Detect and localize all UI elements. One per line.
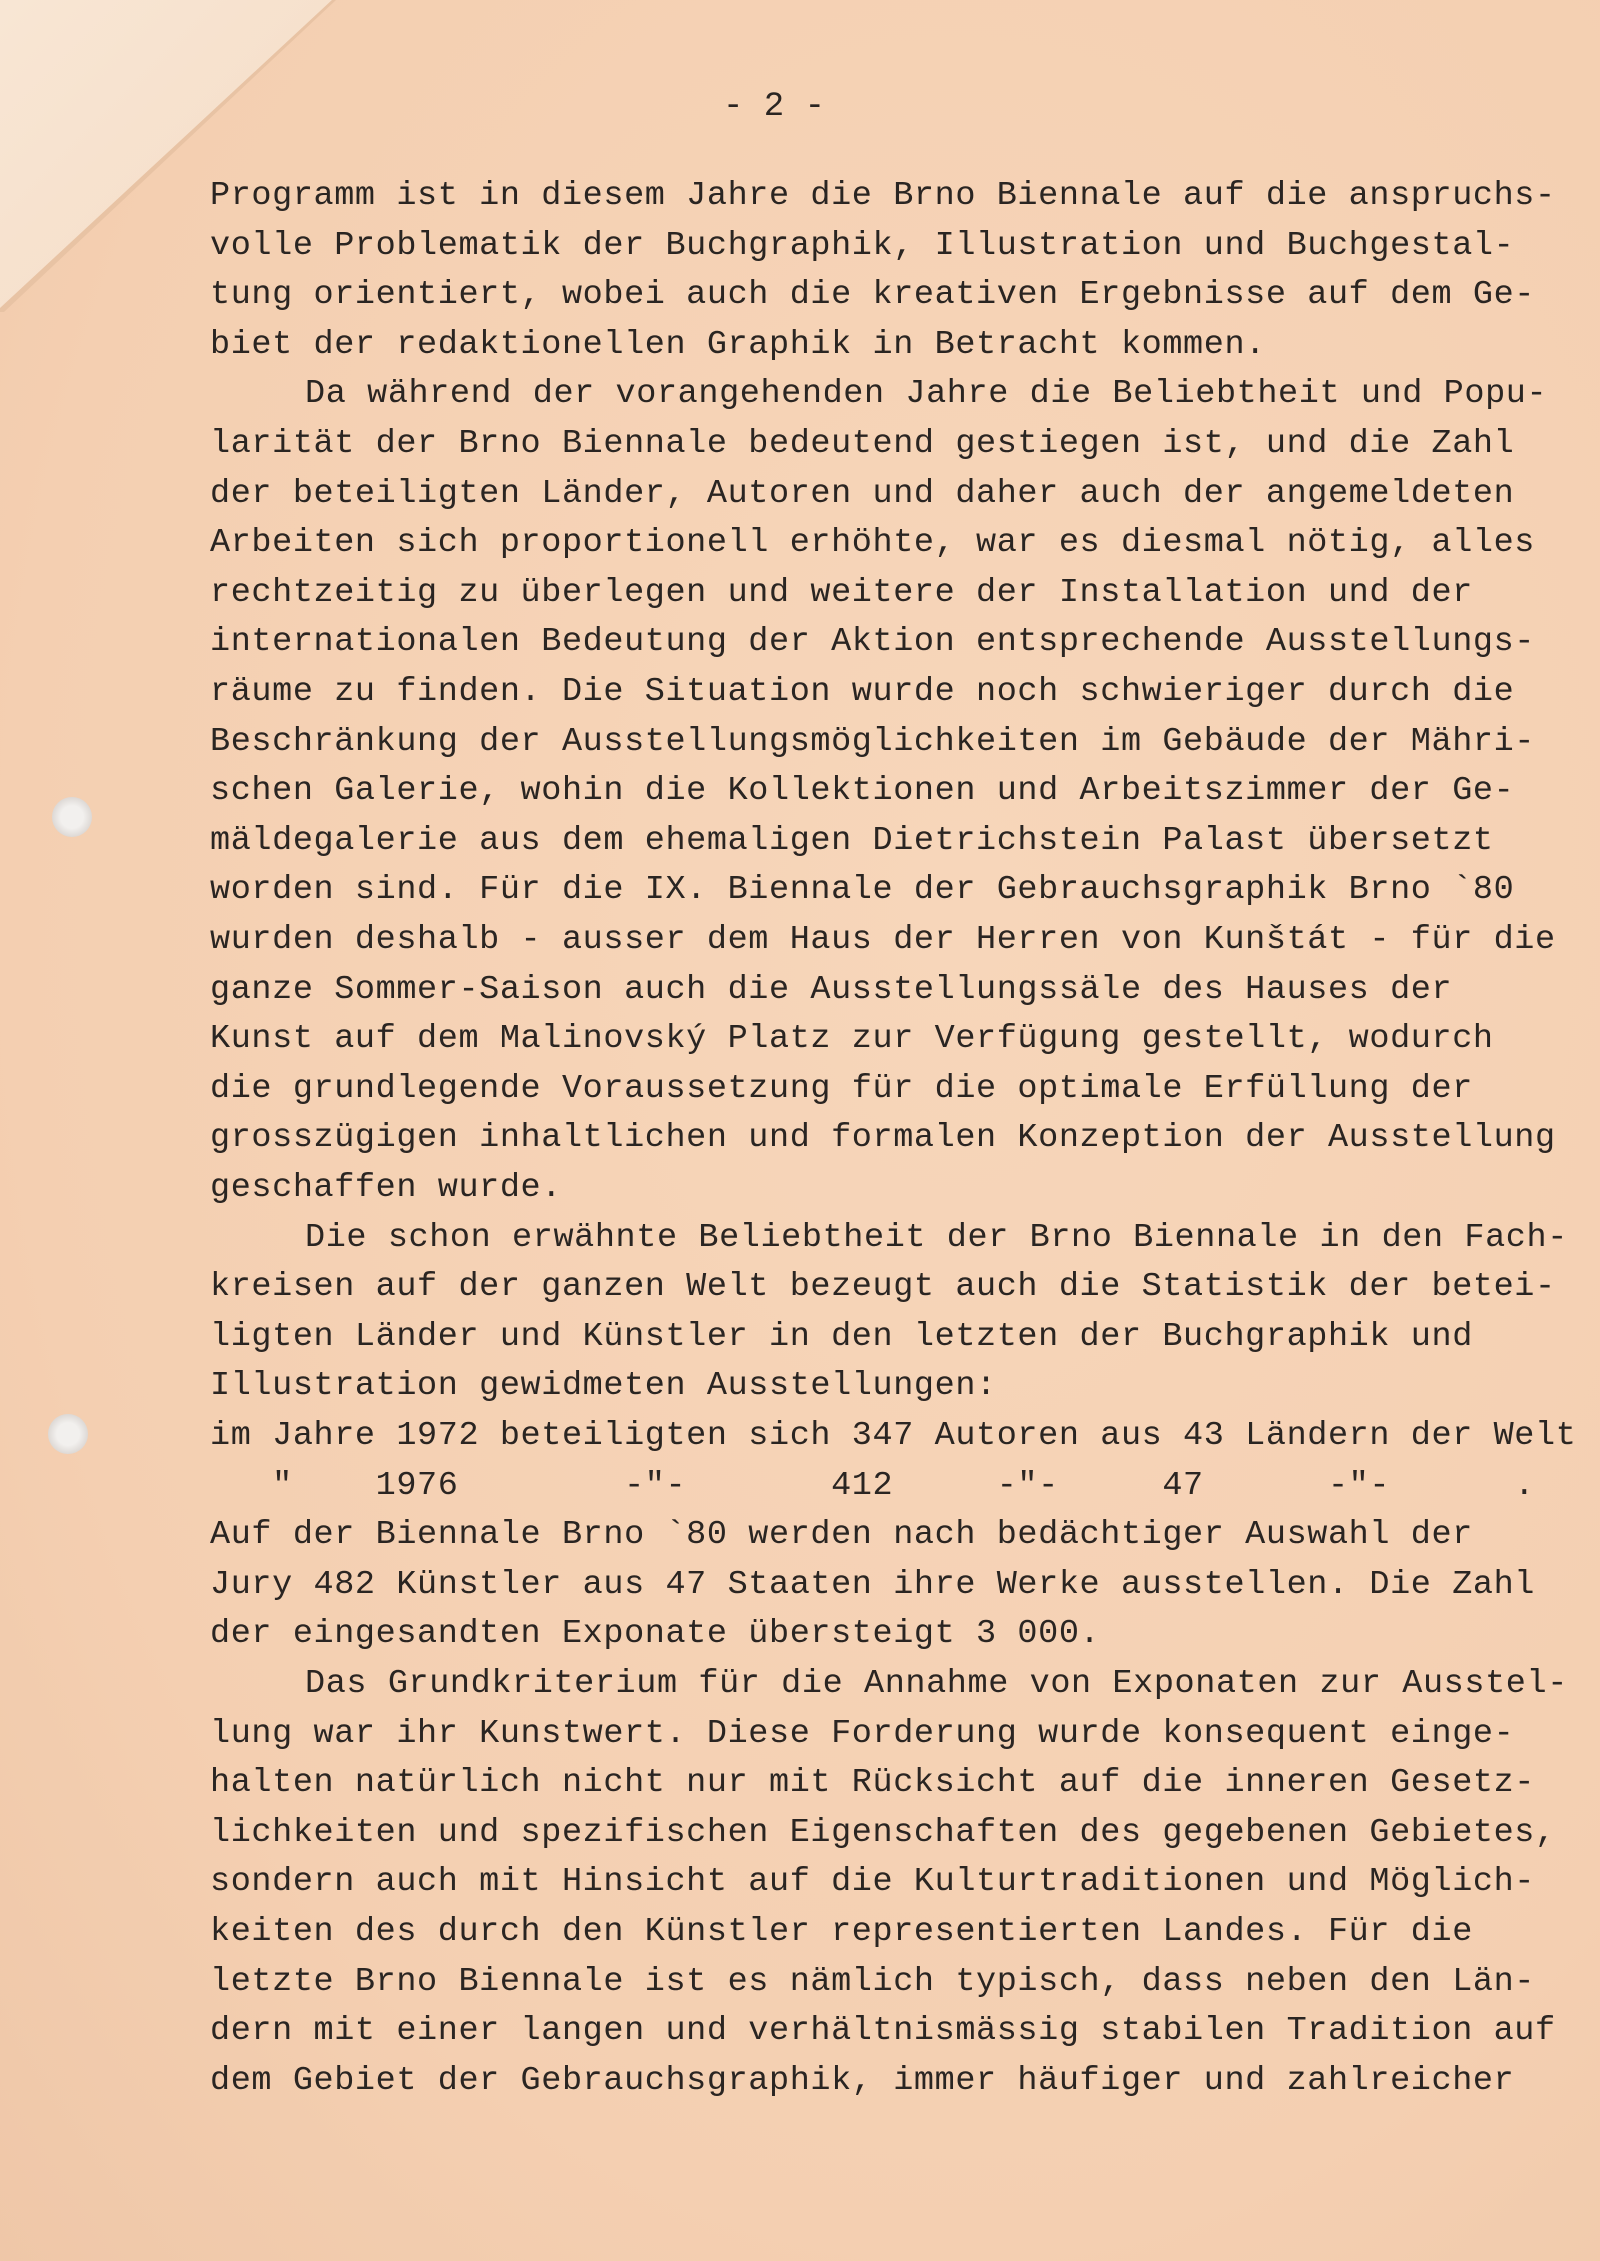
text-line: Beschränkung der Ausstellungsmöglichkeiten im Gebäude der Mähri-: [210, 722, 1536, 761]
text-line: Jury 482 Künstler aus 47 Staaten ihre Werke ausstellen. Die Zahl: [210, 1565, 1536, 1604]
text-line: grosszügigen inhaltlichen und formalen Konzeption der Ausstellung: [210, 1119, 1556, 1158]
text-line: Auf der Biennale Brno `80 werden nach bedächtiger Auswahl der: [210, 1516, 1473, 1555]
text-line: " 1976 -"- 412 -"- 47 -"- .: [210, 1466, 1536, 1505]
text-line: internationalen Bedeutung der Aktion entsprechende Ausstellungs-: [210, 623, 1536, 662]
text-line: im Jahre 1972 beteiligten sich 347 Autoren aus 43 Ländern der Welt: [210, 1417, 1577, 1455]
text-line: dem Gebiet der Gebrauchsgraphik, immer häufiger und zahlreicher: [210, 2061, 1515, 2100]
punch-hole: [48, 1414, 88, 1454]
text-line: worden sind. Für die IX. Biennale der Gebrauchsgraphik Brno `80: [210, 871, 1515, 910]
text-line: keiten des durch den Künstler representierten Landes. Für die: [210, 1913, 1473, 1951]
text-line: rechtzeitig zu überlegen und weitere der Installation und der: [210, 573, 1473, 612]
text-line: halten natürlich nicht nur mit Rücksicht auf die inneren Gesetz-: [210, 1764, 1536, 1803]
text-line: biet der redaktionellen Graphik in Betracht kommen.: [210, 325, 1266, 364]
text-line: volle Problematik der Buchgraphik, Illustration und Buchgestal-: [210, 226, 1515, 265]
text-line: dern mit einer langen und verhältnismässig stabilen Tradition auf: [210, 2012, 1556, 2051]
text-line: geschaffen wurde.: [210, 1169, 562, 1207]
text-line: Da während der vorangehenden Jahre die Beliebtheit und Popu-: [305, 375, 1548, 414]
text-line: die grundlegende Voraussetzung für die optimale Erfüllung der: [210, 1069, 1473, 1108]
text-line: letzte Brno Biennale ist es nämlich typisch, dass neben den Län-: [210, 1962, 1536, 2001]
text-line: räume zu finden. Die Situation wurde noch schwieriger durch die: [210, 673, 1515, 711]
text-line: Kunst auf dem Malinovský Platz zur Verfügung gestellt, wodurch: [210, 1020, 1494, 1059]
text-line: lichkeiten und spezifischen Eigenschaften des gegebenen Gebietes,: [210, 1813, 1556, 1852]
text-line: wurden deshalb - ausser dem Haus der Herren von Kunštát - für die: [210, 921, 1556, 959]
text-line: sondern auch mit Hinsicht auf die Kulturtraditionen und Möglich-: [210, 1863, 1536, 1902]
text-line: mäldegalerie aus dem ehemaligen Dietrichstein Palast übersetzt: [210, 821, 1494, 860]
text-line: kreisen auf der ganzen Welt bezeugt auch die Statistik der betei-: [210, 1268, 1556, 1307]
text-line: schen Galerie, wohin die Kollektionen und Arbeitszimmer der Ge-: [210, 772, 1515, 811]
text-line: lung war ihr Kunstwert. Diese Forderung wurde konsequent einge-: [210, 1714, 1515, 1753]
text-line: Die schon erwähnte Beliebtheit der Brno Biennale in den Fach-: [305, 1218, 1568, 1257]
page-number: - 2 -: [722, 88, 826, 126]
text-line: der beteiligten Länder, Autoren und daher auch der angemeldeten: [210, 474, 1515, 513]
text-line: ligten Länder und Künstler in den letzten der Buchgraphik und: [210, 1317, 1473, 1356]
text-line: Arbeiten sich proportionell erhöhte, war es diesmal nötig, alles: [210, 524, 1536, 563]
text-line: tung orientiert, wobei auch die kreativen Ergebnisse auf dem Ge-: [210, 276, 1536, 315]
punch-hole: [52, 797, 92, 837]
text-line: Programm ist in diesem Jahre die Brno Biennale auf die anspruchs-: [210, 177, 1556, 215]
text-line: Illustration gewidmeten Ausstellungen:: [210, 1367, 997, 1406]
text-line: der eingesandten Exponate übersteigt 3 000.: [210, 1615, 1101, 1654]
text-line: ganze Sommer-Saison auch die Ausstellungssäle des Hauses der: [210, 970, 1453, 1009]
text-line: larität der Brno Biennale bedeutend gestiegen ist, und die Zahl: [210, 425, 1515, 463]
text-line: Das Grundkriterium für die Annahme von Exponaten zur Ausstel-: [305, 1665, 1568, 1703]
